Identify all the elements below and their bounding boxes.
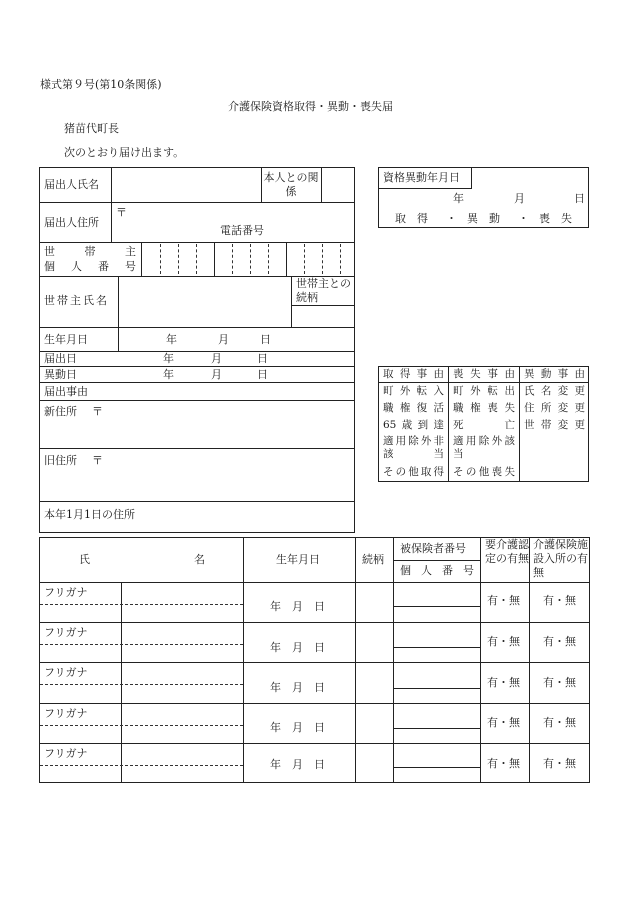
- jan1-address-label: 本年1月1日の住所: [44, 508, 135, 521]
- type-change[interactable]: 異 動: [467, 212, 500, 225]
- person-name-field[interactable]: [124, 665, 240, 700]
- person-birthdate: 年 月 日: [270, 758, 325, 771]
- person-name-field[interactable]: [124, 585, 240, 619]
- qualification-day-unit: 日: [574, 192, 585, 205]
- form-number: 様式第９号(第10条関係): [40, 78, 162, 91]
- loss-reason-5[interactable]: その他喪失: [453, 466, 515, 478]
- person-birthdate: 年 月 日: [270, 641, 325, 654]
- applicant-address-field[interactable]: [130, 205, 350, 221]
- person-facility[interactable]: 有・無: [543, 594, 576, 607]
- furigana-label: フリガナ: [44, 666, 88, 679]
- household-name-label: 世帯主氏名: [44, 294, 109, 307]
- given-name-header: 名: [194, 553, 205, 566]
- birth-month-unit: 月: [218, 333, 229, 346]
- form-title: 介護保険資格取得・異動・喪失届: [228, 100, 393, 113]
- person-name-field[interactable]: [124, 625, 240, 659]
- notify-day-unit: 日: [257, 352, 268, 365]
- household-relation-field[interactable]: [293, 307, 353, 325]
- person-care-cert[interactable]: 有・無: [487, 594, 520, 607]
- furigana-label: フリガナ: [44, 586, 88, 599]
- person-relation-field[interactable]: [357, 746, 391, 780]
- facility-header: 介護保険施設入所の有無: [533, 538, 588, 579]
- notify-month-unit: 月: [211, 352, 222, 365]
- loss-reason-2[interactable]: 職権喪失: [453, 402, 515, 414]
- person-facility[interactable]: 有・無: [543, 757, 576, 770]
- person-facility[interactable]: 有・無: [543, 635, 576, 648]
- acquire-reason-5[interactable]: その他取得: [383, 466, 444, 478]
- applicant-name-field[interactable]: [113, 170, 259, 200]
- notify-date-label: 届出日: [44, 352, 77, 365]
- old-postal-mark: 〒: [92, 454, 103, 467]
- birth-year-unit: 年: [166, 333, 177, 346]
- person-relation-field[interactable]: [357, 625, 391, 659]
- person-care-cert[interactable]: 有・無: [487, 757, 520, 770]
- person-facility[interactable]: 有・無: [543, 676, 576, 689]
- insured-no-header: 被保険者番号: [400, 542, 466, 555]
- qualification-title: 資格異動年月日: [383, 171, 460, 184]
- reason-label: 届出事由: [44, 385, 88, 398]
- change-day-unit: 日: [257, 368, 268, 381]
- acquire-reason-2[interactable]: 職権復活: [383, 402, 444, 414]
- household-name-field[interactable]: [120, 278, 288, 325]
- person-facility[interactable]: 有・無: [543, 716, 576, 729]
- birthdate-header: 生年月日: [276, 553, 320, 566]
- household-id-label-1: 世 帯 主: [44, 245, 136, 258]
- birth-day-unit: 日: [260, 333, 271, 346]
- applicant-name-label: 届出人氏名: [44, 178, 99, 191]
- type-sep-1: ・: [446, 212, 457, 225]
- jan1-address-field[interactable]: [150, 505, 350, 529]
- intro-text: 次のとおり届け出ます。: [64, 146, 185, 159]
- loss-reason-3[interactable]: 死亡: [453, 419, 515, 431]
- phone-field[interactable]: [272, 224, 350, 240]
- change-reason-1[interactable]: 氏名変更: [524, 385, 585, 397]
- person-care-cert[interactable]: 有・無: [487, 676, 520, 689]
- qualification-month-unit: 月: [514, 192, 525, 205]
- new-address-field[interactable]: [106, 404, 350, 444]
- change-date-label: 異動日: [44, 368, 77, 381]
- old-address-field[interactable]: [106, 452, 350, 497]
- loss-header: 喪失事由: [453, 368, 515, 380]
- birth-date-label: 生年月日: [44, 333, 88, 346]
- surname-header: 氏: [79, 553, 90, 566]
- loss-reason-4[interactable]: 適用除外該当: [453, 435, 515, 460]
- personal-no-header: 個人番号: [400, 564, 474, 577]
- qualification-year-unit: 年: [453, 192, 464, 205]
- type-loss[interactable]: 喪 失: [539, 212, 572, 225]
- postal-mark: 〒: [116, 206, 127, 219]
- change-year-unit: 年: [163, 368, 174, 381]
- relation-label: 本人との関 係: [263, 171, 341, 198]
- new-address-label: 新住所: [44, 405, 77, 418]
- change-reason-2[interactable]: 住所変更: [524, 402, 585, 414]
- furigana-label: フリガナ: [44, 707, 88, 720]
- household-id-label-2: 個 人 番 号: [44, 260, 136, 273]
- type-acquire[interactable]: 取 得: [395, 212, 428, 225]
- household-relation-label: 世帯主との続柄: [296, 277, 351, 304]
- acquire-header: 取得事由: [383, 368, 444, 380]
- person-relation-field[interactable]: [357, 585, 391, 619]
- person-name-field[interactable]: [124, 706, 240, 740]
- furigana-label: フリガナ: [44, 747, 88, 760]
- person-care-cert[interactable]: 有・無: [487, 635, 520, 648]
- person-care-cert[interactable]: 有・無: [487, 716, 520, 729]
- old-address-label: 旧住所: [44, 454, 77, 467]
- applicant-address-label: 届出人住所: [44, 216, 99, 229]
- person-birthdate: 年 月 日: [270, 600, 325, 613]
- relation-header: 続柄: [362, 553, 384, 566]
- acquire-reason-1[interactable]: 町外転入: [383, 385, 444, 397]
- change-header: 異動事由: [524, 368, 585, 380]
- change-month-unit: 月: [211, 368, 222, 381]
- relation-field[interactable]: [323, 170, 353, 200]
- person-birthdate: 年 月 日: [270, 721, 325, 734]
- notify-year-unit: 年: [163, 352, 174, 365]
- person-relation-field[interactable]: [357, 665, 391, 700]
- person-relation-field[interactable]: [357, 706, 391, 740]
- phone-label: 電話番号: [220, 224, 264, 237]
- acquire-reason-3[interactable]: 65歳到達: [383, 419, 444, 431]
- addressee: 猪苗代町長: [64, 122, 119, 135]
- change-reason-3[interactable]: 世帯変更: [524, 419, 585, 431]
- new-postal-mark: 〒: [92, 405, 103, 418]
- type-sep-2: ・: [518, 212, 529, 225]
- care-cert-header: 要介護認定の有無: [485, 538, 529, 565]
- acquire-reason-4[interactable]: 適用除外非該当: [383, 435, 444, 460]
- loss-reason-1[interactable]: 町外転出: [453, 385, 515, 397]
- furigana-label: フリガナ: [44, 626, 88, 639]
- person-name-field[interactable]: [124, 746, 240, 780]
- person-birthdate: 年 月 日: [270, 681, 325, 694]
